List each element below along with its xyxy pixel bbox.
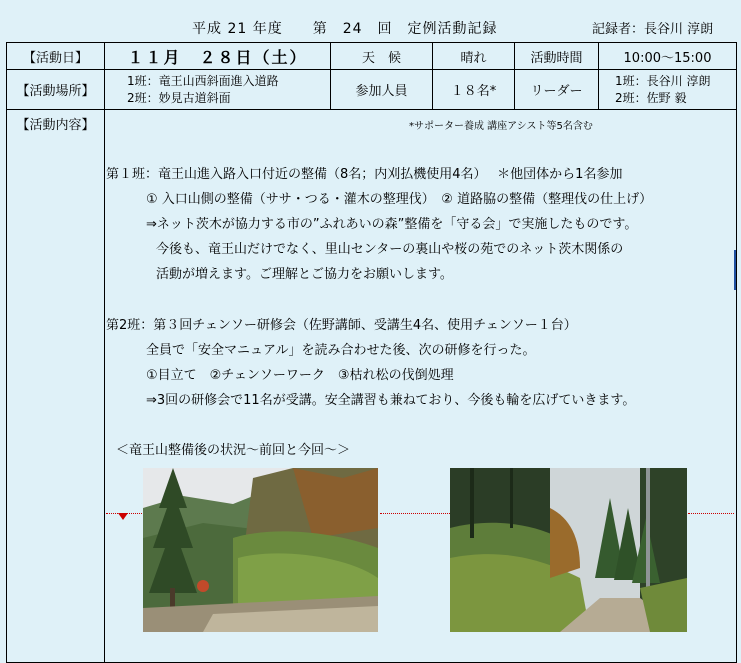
team2-heading: 第2班：第３回チェンソー研修会（佐野講師、受講生4名、使用チェンソー１台） (106, 318, 577, 333)
leader-value (599, 70, 737, 110)
team1-line-2: ⇒ネット茨木が協力する市の”ふれあいの森”整備を「守る会」で実施したものです。 (146, 217, 638, 232)
time-value: 10:00～15:00 (599, 43, 737, 70)
dotted-guide-right (688, 513, 734, 514)
row-place (7, 70, 737, 110)
edge-indicator (734, 250, 736, 290)
dotted-guide-middle (380, 513, 450, 514)
photo-caption: ＜竜王山整備後の状況～前回と今回～＞ (116, 443, 351, 458)
photo-after (450, 468, 687, 632)
participants-label: 参加人員 (331, 70, 433, 110)
row-date (7, 43, 737, 70)
place-line-2: 2班：妙見古道斜面 (127, 90, 231, 105)
participants-note: *サポーター養成 講座アシスト等5名含む (409, 121, 593, 132)
activity-content (106, 116, 734, 632)
team2-line-3: ⇒3回の研修会で11名が受講。安全講習も兼ねており、今後も輪を広げていきます。 (146, 393, 636, 408)
team1-line-4: 活動が増えます。ご理解とご協力をお願いします。 (156, 267, 453, 282)
team1-heading: 第１班：竜王山進入路入口付近の整備（8名；内刈払機使用4名） ＊他団体から1名参加 (106, 167, 623, 182)
time-label: 活動時間 (515, 43, 599, 70)
content-label: 【活動内容】 (7, 110, 105, 663)
leader-line-1: 1班：長谷川 淳朗 (615, 73, 711, 88)
participants-value: １８名* (433, 70, 515, 110)
date-value: １１月 ２８日（土） (105, 43, 331, 70)
anchor-marker (118, 513, 128, 520)
team1-line-3: 今後も、竜王山だけでなく、里山センターの裏山や桜の苑でのネット茨木関係の (156, 242, 624, 257)
weather-label: 天 候 (331, 43, 433, 70)
weather-value: 晴れ (433, 43, 515, 70)
place-line-1: 1班：竜王山西斜面進入道路 (127, 73, 279, 88)
page-title: 平成 21 年度 第 24 回 定例活動記録 (192, 21, 498, 37)
team2-line-1: 全員で「安全マニュアル」を読み合わせた後、次の研修を行った。 (146, 343, 536, 358)
leader-label: リーダー (515, 70, 599, 110)
photo-before (143, 468, 378, 632)
team2-line-2: ①目立て ②チェンソーワーク ③枯れ松の伐倒処理 (146, 368, 454, 383)
leader-line-2: 2班：佐野 毅 (615, 90, 687, 105)
title-bar (0, 18, 741, 40)
team1-line-1: ① 入口山側の整備（ササ・つる・灌木の整理伐） ② 道路脇の整備（整理伐の仕上げ） (146, 192, 653, 207)
recorder-label: 記録者：長谷川 淳朗 (592, 22, 714, 37)
date-label: 【活動日】 (7, 43, 105, 70)
place-label: 【活動場所】 (7, 70, 105, 110)
place-value (105, 70, 331, 110)
